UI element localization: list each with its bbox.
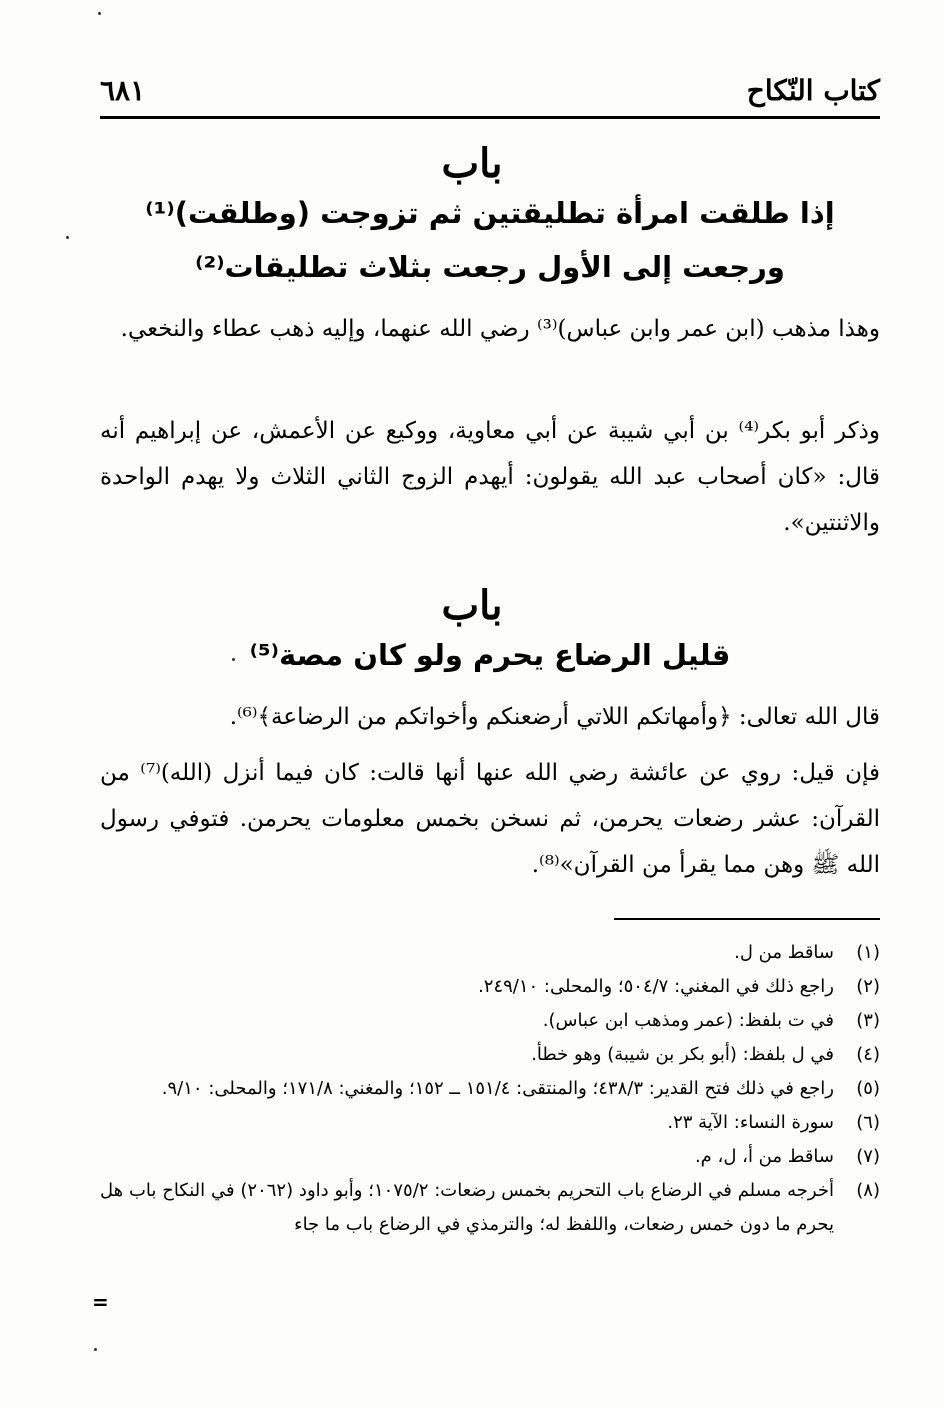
paragraph-quran-verse: قال الله تعالى: ﴿وأمهاتكم اللاتي أرضعنكم وأخواتكم من الرضاعة﴾⁽⁶⁾. [229,704,880,730]
footnote-text: ساقط من ل. [734,942,834,963]
footnote-rule [614,918,880,920]
footnote-number: (٣) [856,1010,880,1031]
footnote-text: سورة النساء: الآية ٢٣. [667,1112,834,1133]
footnote [100,1106,880,1140]
scan-speck [94,1348,97,1351]
footnote [100,1174,880,1242]
scan-speck [98,12,101,15]
chapter-title-line-2: ورجعت إلى الأول رجعت بثلاث تطليقات⁽²⁾ [195,250,785,284]
footnote [100,1004,880,1038]
paragraph-abu-bakr: وذكر أبو بكر⁽⁴⁾ بن أبي شيبة عن أبي معاوية، ووكيع عن الأعمش، عن إبراهيم أنه قال: «كان أصحاب عبد الله يقولون: أيهدم الزوج الثاني الثلاث ولا يهدم الواحدة والاثنتين». [100,418,880,536]
continuation-mark: = [92,1290,109,1314]
paragraph-aisha-hadith: فإن قيل: روي عن عائشة رضي الله عنها أنها قالت: كان فيما أنزل (الله)⁽⁷⁾ من القرآن: عشر رضعات يحرمن، ثم نسخن بخمس معلومات يحرمن. فتوفي رسول الله ﷺ وهن مما يقرأ من القرآن»⁽⁸⁾. [100,760,881,878]
footnote [100,1140,880,1174]
footnote-number: (٨) [856,1180,880,1201]
footnote-number: (١) [856,942,880,963]
footnote-number: (٦) [856,1112,880,1133]
footnote [100,1038,880,1072]
page-header [100,70,880,116]
scan-speck [232,658,235,661]
page-number: ٦٨١ [100,74,146,107]
footnote [100,936,880,970]
chapter-title-line-1: قليل الرضاع يحرم ولو كان مصة⁽⁵⁾ [249,638,731,672]
footnote-number: (٢) [856,976,880,997]
running-title: كتاب النّكاح [746,74,880,107]
header-rule [100,116,880,119]
footnotes [100,936,880,1242]
paragraph-madhhab: وهذا مذهب (ابن عمر وابن عباس)⁽³⁾ رضي الله عنهما، وإليه ذهب عطاء والنخعي. [120,316,880,342]
footnote-number: (٧) [856,1146,880,1167]
footnote-text: أخرجه مسلم في الرضاع باب التحريم بخمس رضعات: ١٠٧٥/٢؛ وأبو داود (٢٠٦٢) في النكاح باب هل يحرم ما دون خمس رضعات، واللفظ له؛ والترمذي في الرضاع باب ما جاء [100,1180,834,1235]
chapter-label: باب [441,582,503,629]
footnote [100,970,880,1004]
scan-speck [66,236,69,239]
chapter-title-line-1: إذا طلقت امرأة تطليقتين ثم تزوجت (وطلقت)⁽¹⁾ [145,196,835,230]
footnote-text: في ل بلفظ: (أبو بكر بن شيبة) وهو خطأ. [531,1044,834,1065]
footnote-number: (٥) [856,1078,880,1099]
footnote-number: (٤) [856,1044,880,1065]
footnote-text: راجع في ذلك فتح القدير: ٤٣٨/٣؛ والمنتقى: ١٥١/٤ ــ ١٥٢؛ والمغني: ١٧١/٨؛ والمحلى: ٩/١٠. [161,1078,834,1099]
chapter-label: باب [441,140,503,187]
footnote-text: راجع ذلك في المغني: ٥٠٤/٧؛ والمحلى: ٢٤٩/١٠. [478,976,834,997]
footnote [100,1072,880,1106]
footnote-text: ساقط من أ، ل، م. [694,1146,834,1167]
footnote-text: في ت بلفظ: (عمر ومذهب ابن عباس). [542,1010,834,1031]
